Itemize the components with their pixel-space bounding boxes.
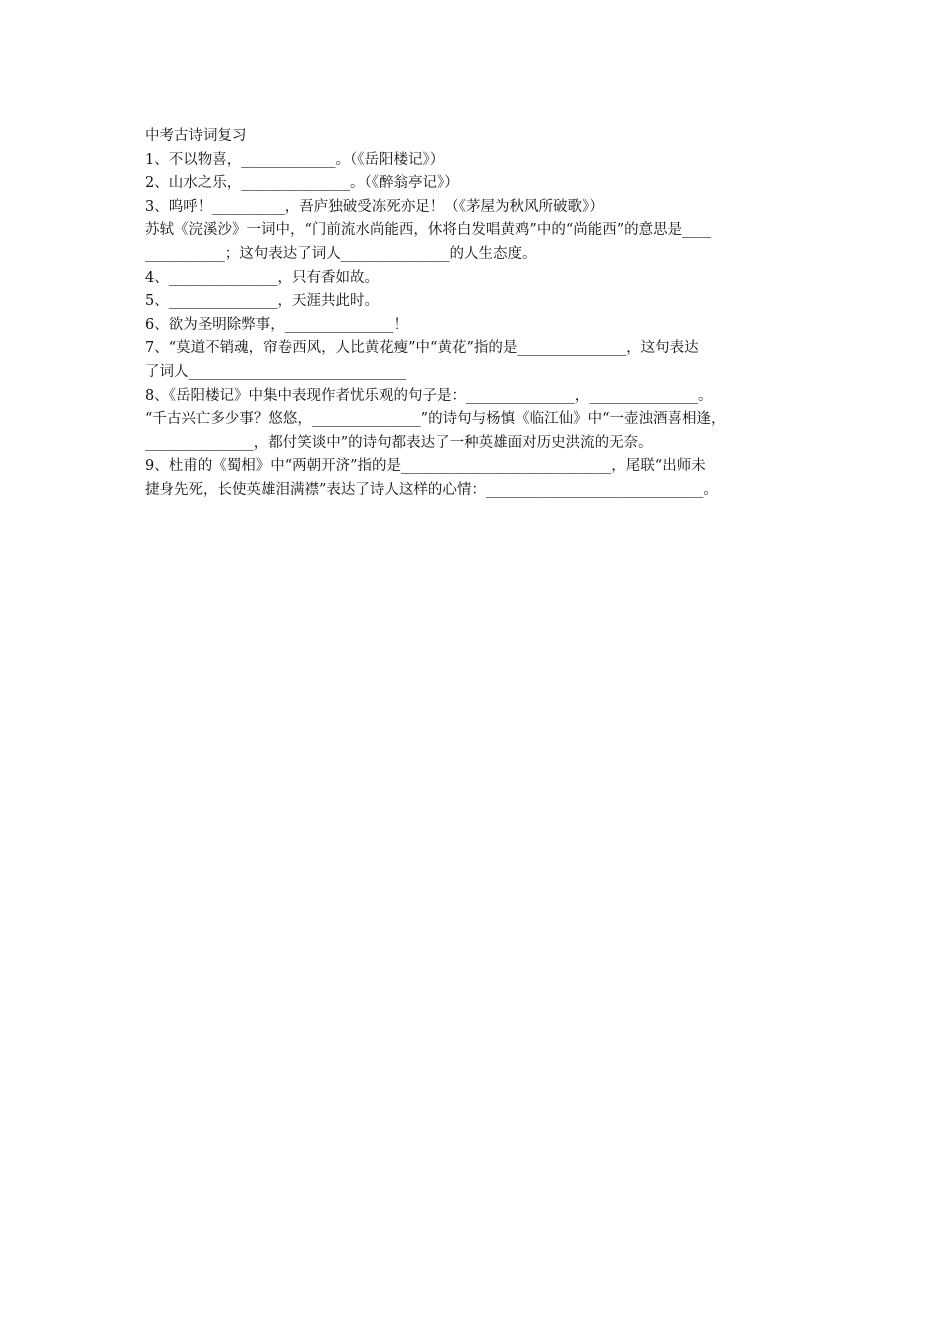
- question-7-line-2: 了词人______________________________: [145, 363, 406, 380]
- question-3: 3、呜呼！__________，吾庐独破受冻死亦足！（《茅屋为秋风所破歌》）: [145, 198, 604, 215]
- document-content: [145, 125, 817, 503]
- question-6: 6、欲为圣明除弊事，_______________！: [145, 316, 408, 333]
- question-2: 2、山水之乐，_______________。（《醉翁亭记》）: [145, 175, 459, 192]
- question-5: 5、_______________，天涯共此时。: [145, 293, 379, 310]
- question-7-line-1: 7、“莫道不销魂，帘卷西风，人比黄花瘦”中“黄花”指的是_______________，这句表达: [145, 340, 699, 357]
- question-8-line-2: “千古兴亡多少事？悠悠，_______________”的诗句与杨慎《临江仙》中“一壶浊酒喜相逢，: [145, 411, 726, 428]
- document-title: 中考古诗词复习: [145, 128, 247, 144]
- question-9-line-2: 捷身先死，长使英雄泪满襟”表达了诗人这样的心情：______________________________。: [145, 481, 718, 498]
- question-su-shi-line-2: ___________；这句表达了词人_______________的人生态度。: [145, 245, 537, 262]
- question-1: 1、不以物喜，_____________。（《岳阳楼记》）: [145, 151, 445, 168]
- question-8-line-1: 8、《岳阳楼记》中集中表现作者忧乐观的句子是：_______________，_______________。: [145, 387, 713, 404]
- question-9-line-1: 9、杜甫的《蜀相》中“两朝开济”指的是_____________________________，尾联“出师未: [145, 458, 706, 475]
- question-8-line-3: _______________，都付笑谈中”的诗句都表达了一种英雄面对历史洪流的无奈。: [145, 434, 653, 451]
- question-su-shi-line-1: 苏轼《浣溪沙》一词中，“门前流水尚能西，休将白发唱黄鸡”中的“尚能西”的意思是____: [145, 222, 712, 239]
- question-4: 4、_______________，只有香如故。: [145, 269, 379, 286]
